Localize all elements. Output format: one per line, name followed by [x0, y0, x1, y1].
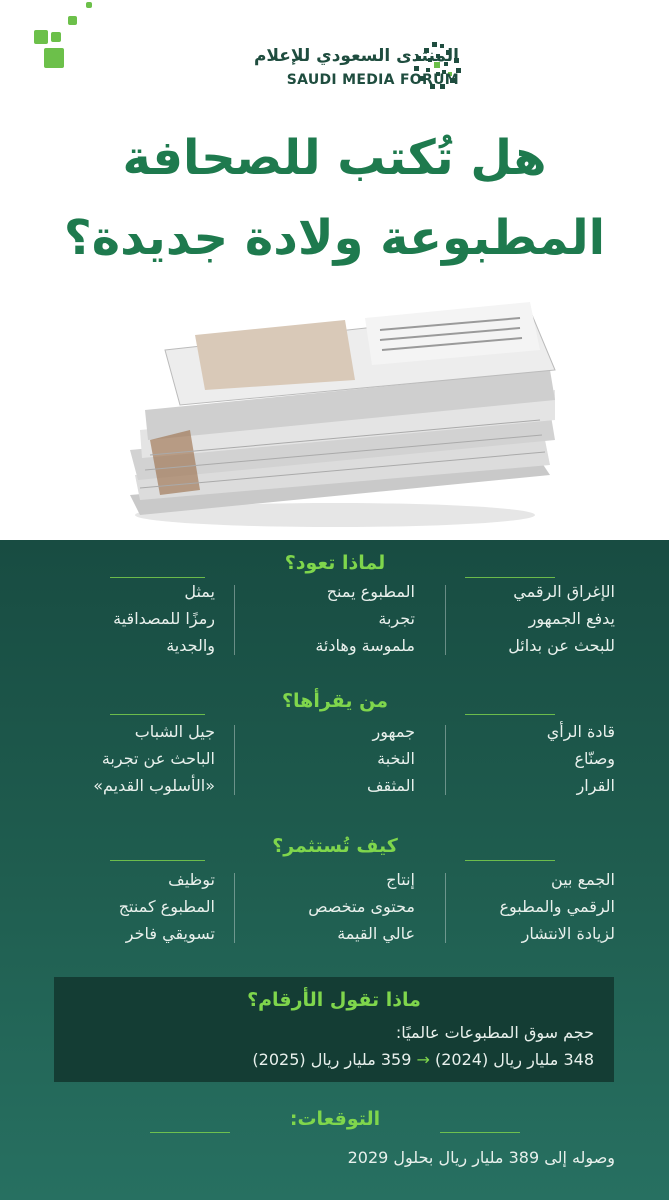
list-item: الإغراق الرقمي: [513, 582, 615, 601]
expectations-text: وصوله إلى 389 مليار ريال بحلول 2029: [347, 1148, 615, 1167]
list-item: المطبوع يمنح: [326, 582, 415, 601]
decorative-square: [86, 2, 92, 8]
section-1-column-1: [445, 578, 615, 659]
headline-line-2: المطبوعة ولادة جديدة؟: [63, 210, 606, 266]
section-title-who: من يقرأها؟: [282, 690, 388, 712]
list-item: إنتاج: [386, 870, 415, 889]
arrow-left-icon: →: [416, 1050, 430, 1069]
headline-line-1: هل تُكتب للصحافة: [122, 130, 547, 186]
logo-name-en: SAUDI MEDIA FORUM: [286, 72, 459, 88]
section-2-column-3: [45, 718, 215, 799]
list-item: «الأسلوب القديم»: [93, 776, 215, 795]
value-2024: 348 مليار ريال (2024): [435, 1050, 594, 1069]
list-item: رمزًا للمصداقية: [113, 609, 215, 628]
list-item: تسويقي فاخر: [125, 924, 215, 943]
list-item: والجدية: [166, 636, 215, 655]
section-1-column-3: [45, 578, 215, 659]
list-item: جيل الشباب: [134, 722, 215, 741]
market-size-values: [252, 1050, 594, 1069]
section-2-column-2: [245, 718, 415, 799]
list-item: يمثل: [184, 582, 215, 601]
list-item: قادة الرأي: [546, 722, 615, 741]
numbers-box: [54, 977, 614, 1082]
list-item: ملموسة وهادئة: [315, 636, 415, 655]
newspaper-stack-image: [110, 290, 560, 530]
list-item: الجمع بين: [551, 870, 615, 889]
market-size-label: حجم سوق المطبوعات عالميًا:: [395, 1023, 594, 1042]
list-item: توظيف: [168, 870, 215, 889]
numbers-title: ماذا تقول الأرقام؟: [247, 989, 421, 1011]
expectations-title: التوقعات:: [289, 1108, 381, 1130]
section-1-column-2: [245, 578, 415, 659]
decorative-square: [68, 16, 77, 25]
section-title-how: كيف تُستثمر؟: [272, 835, 398, 857]
list-item: المثقف: [366, 776, 415, 795]
decorative-square: [51, 32, 61, 42]
list-item: النخبة: [377, 749, 415, 768]
list-item: يدفع الجمهور: [528, 609, 615, 628]
section-3-column-3: [45, 866, 215, 947]
list-item: الباحث عن تجربة: [101, 749, 215, 768]
list-item: لزيادة الانتشار: [521, 924, 615, 943]
list-item: تجربة: [378, 609, 415, 628]
forum-logo: [209, 40, 459, 100]
list-item: الرقمي والمطبوع: [499, 897, 615, 916]
list-item: محتوى متخصص: [308, 897, 415, 916]
logo-name-ar: المنتدى السعودي للإعلام: [253, 46, 459, 66]
list-item: وصنّاع: [574, 749, 615, 768]
list-item: المطبوع كمنتج: [118, 897, 215, 916]
section-3-column-2: [245, 866, 415, 947]
section-2-column-1: [445, 718, 615, 799]
section-title-why: لماذا تعود؟: [284, 552, 386, 574]
list-item: للبحث عن بدائل: [508, 636, 615, 655]
list-item: جمهور: [372, 722, 415, 741]
section-3-column-1: [445, 866, 615, 947]
hero-section: [0, 0, 669, 540]
decorative-square: [44, 48, 64, 68]
value-2025: 359 مليار ريال (2025): [252, 1050, 412, 1069]
list-item: عالي القيمة: [337, 924, 415, 943]
list-item: القرار: [576, 776, 615, 795]
decorative-square: [34, 30, 48, 44]
